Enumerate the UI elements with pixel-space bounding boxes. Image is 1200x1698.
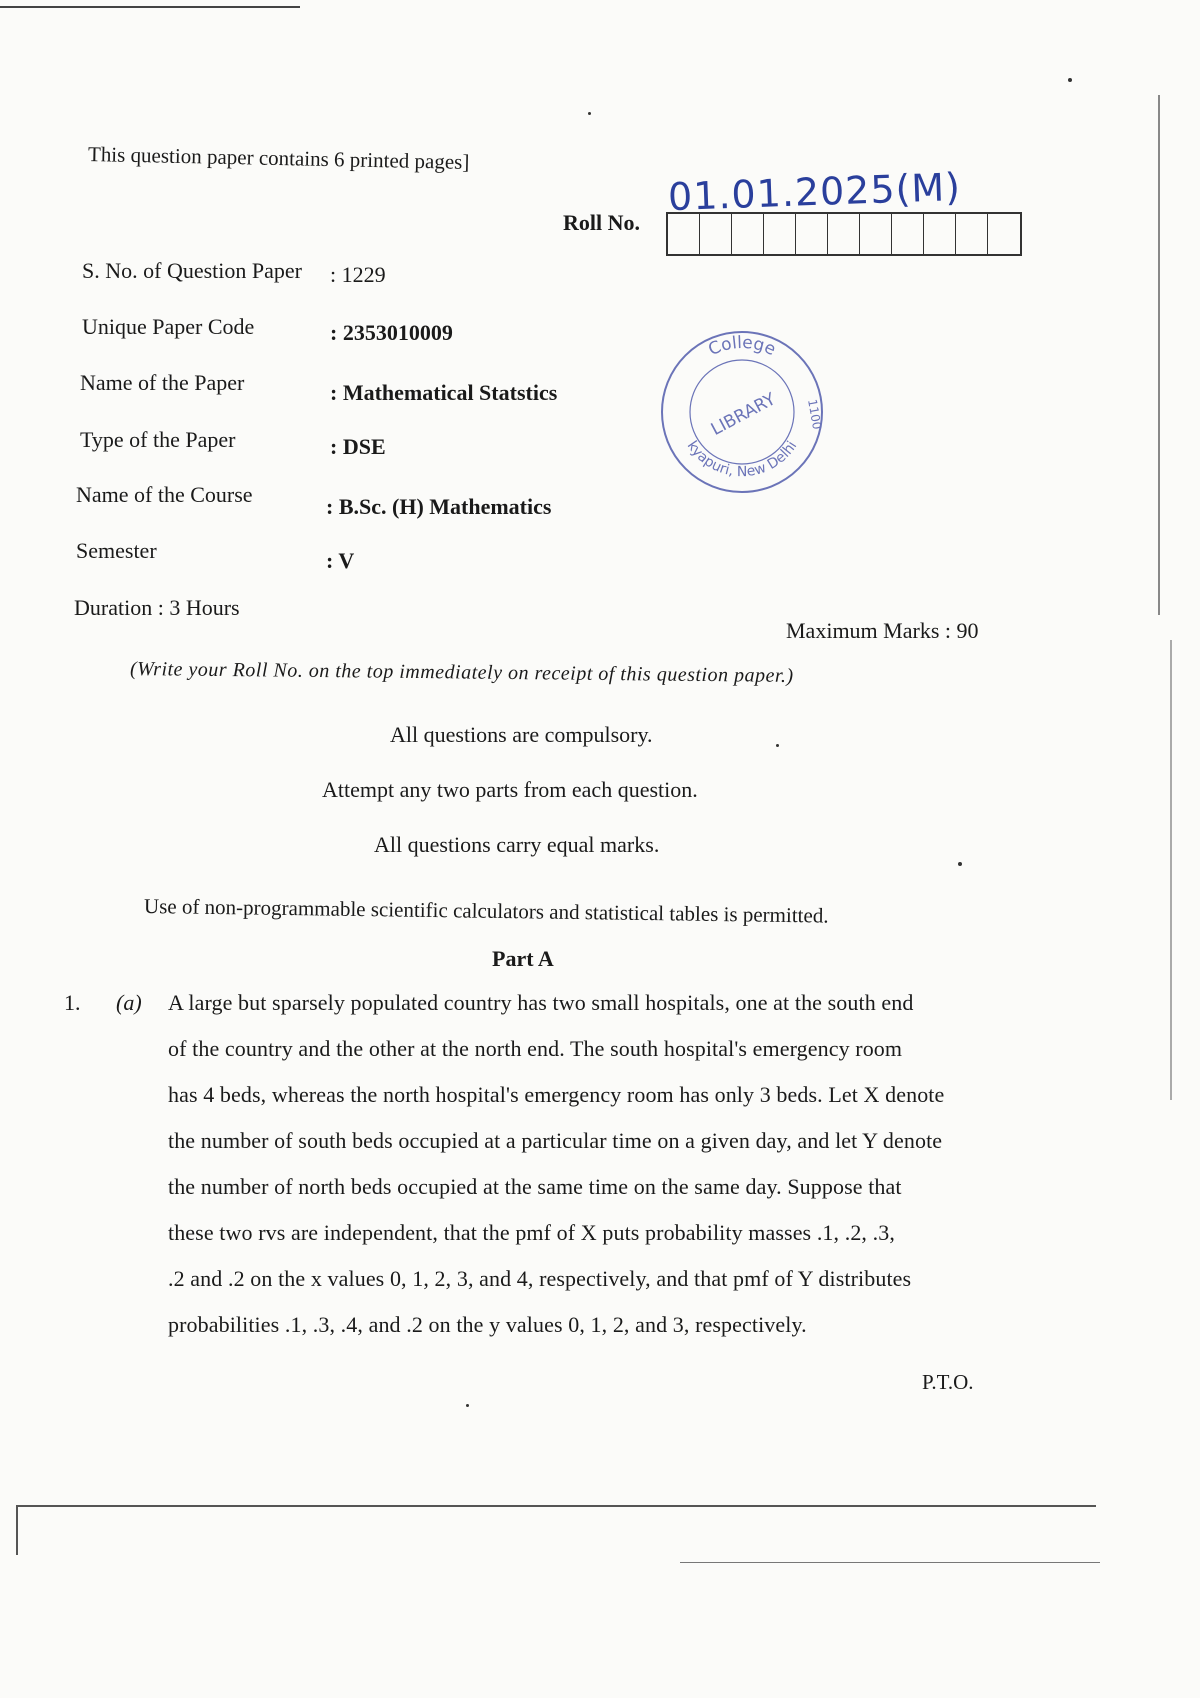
roll-number-label: Roll No. [563,210,640,235]
info-value-paper-name: : Mathematical Statstics [330,380,558,405]
instruction-compulsory: All questions are compulsory. [390,722,653,747]
info-value-semester: : V [326,548,355,573]
info-label-paper-type: Type of the Paper [80,427,236,452]
maximum-marks: Maximum Marks : 90 [786,618,979,643]
instruction-calculators: Use of non-programmable scientific calculators and statistical tables is permitted. [143,894,829,928]
roll-number-box [956,214,988,254]
question-number: 1. [64,990,81,1015]
info-label-semester: Semester [76,538,157,563]
scan-speck [958,862,962,866]
question-text-line: A large but sparsely populated country has two small hospitals, one at the south end [168,990,914,1015]
roll-number-box [860,214,892,254]
library-stamp [658,328,826,496]
stamp-bottom-text: kyapuri, New Delhi [683,438,801,481]
roll-number-box [924,214,956,254]
info-value-course: : B.Sc. (H) Mathematics [326,494,552,519]
info-value-paper-code: : 2353010009 [330,320,453,345]
page-count-note: This question paper contains 6 printed pages] [87,142,470,174]
question-text-line: has 4 beds, whereas the north hospital's emergency room has only 3 beds. Let X denote [168,1082,945,1107]
question-text-line: the number of south beds occupied at a particular time on a given day, and let Y denote [168,1128,943,1153]
scan-edge-line [0,6,300,8]
scan-edge-line [16,1505,18,1555]
question-part-label: (a) [116,990,142,1015]
question-text-line: probabilities .1, .3, .4, and .2 on the y values 0, 1, 2, and 3, respectively. [168,1312,807,1337]
instruction-equal-marks: All questions carry equal marks. [374,832,660,857]
info-label-serial: S. No. of Question Paper [82,258,302,283]
please-turn-over: P.T.O. [922,1370,974,1394]
roll-number-box [828,214,860,254]
scan-speck [466,1404,469,1407]
question-text-line: of the country and the other at the north end. The south hospital's emergency room [168,1036,903,1061]
roll-number-boxes [666,212,1022,256]
scan-bottom-line [16,1505,1096,1507]
scan-edge-line [1170,640,1172,1100]
info-label-paper-name: Name of the Paper [80,370,245,395]
roll-number-instruction: (Write your Roll No. on the top immediately on receipt of this question paper.) [129,658,794,687]
scan-speck [1068,78,1072,82]
roll-number-box [892,214,924,254]
stamp-top-text: College [705,332,779,361]
scan-edge-line [1158,95,1160,615]
svg-text:kyapuri, New Delhi [684,438,801,480]
question-text-line: .2 and .2 on the x values 0, 1, 2, 3, and 4, respectively, and that pmf of Y distributes [168,1266,912,1291]
roll-number-box [668,214,700,254]
scan-edge-line [680,1562,1100,1563]
roll-number-box [732,214,764,254]
question-text-line: these two rvs are independent, that the pmf of X puts probability masses .1, .2, .3, [168,1220,895,1245]
info-value-serial: : 1229 [330,262,386,287]
roll-number-box [764,214,796,254]
handwritten-date: 01.01.2025(M) [667,164,962,220]
roll-number-box [700,214,732,254]
roll-number-box [988,214,1020,254]
info-label-course: Name of the Course [76,482,253,507]
stamp-side-text: 1100 [805,398,825,431]
instruction-attempt-two: Attempt any two parts from each question. [322,777,698,802]
scan-speck [588,112,591,115]
duration: Duration : 3 Hours [74,595,240,620]
info-value-paper-type: : DSE [330,434,386,459]
scan-speck [776,744,779,747]
info-label-paper-code: Unique Paper Code [82,314,255,339]
roll-number-box [796,214,828,254]
part-title: Part A [492,946,554,971]
stamp-center-text: LIBRARY [707,389,780,440]
question-text-line: the number of north beds occupied at the same time on the same day. Suppose that [168,1174,902,1199]
